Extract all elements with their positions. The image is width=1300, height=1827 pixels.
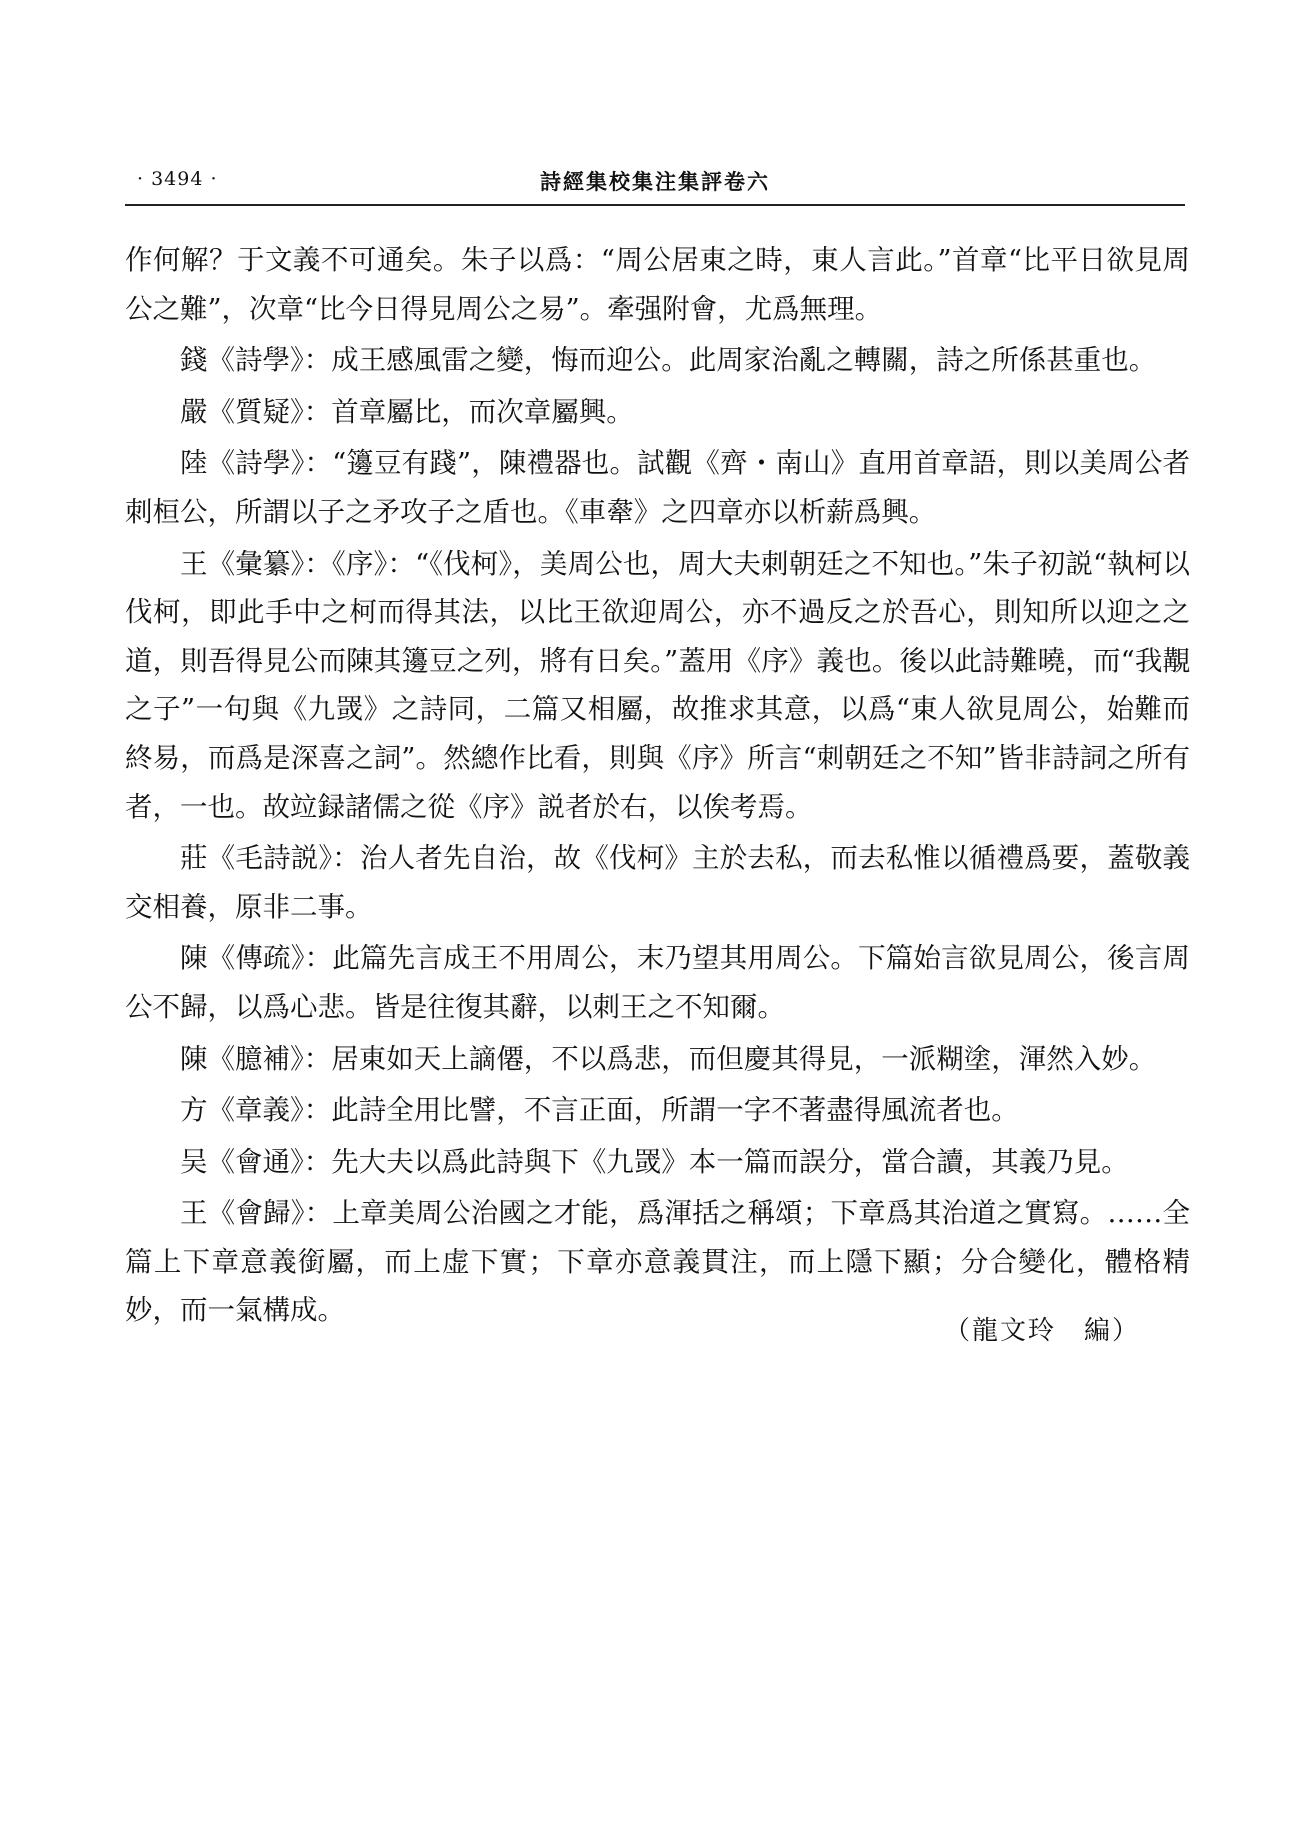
paragraph-wang-huizuan: 王《彙纂》：《序》：“《伐柯》，美周公也，周大夫刺朝廷之不知也。”朱子初説“執柯以伐柯，即此手中之柯而得其法，以比王欲迎周公，亦不過反之於吾心，則知所以迎之之道，則吾得見公而陳其籩豆之列，將有日矣。”蓋用《序》義也。後以此詩難曉，而“我覯之子”一句與《九罭》之詩同，二篇又相屬，故推求其意，以爲“東人欲見周公，始難而終易，而爲是深喜之詞”。然總作比看，則與《序》所言“刺朝廷之不知”皆非詩詞之所有者，一也。故竝録諸儒之從《序》説者於右，以俟考焉。: [125, 547, 1190, 823]
paragraph-chen-yibu: 陳《臆補》：居東如天上謫僊，不以爲悲，而但慶其得見，一派糊塗，渾然入妙。: [180, 1042, 1157, 1075]
paragraph-chen-chuanshu: 陳《傳疏》：此篇先言成王不用周公，末乃望其用周公。下篇始言欲見周公，後言周公不歸，以爲心悲。皆是往復其辭，以刺王之不知爾。: [125, 942, 1190, 1023]
editor-signature: （龍文玲 編）: [943, 1316, 1140, 1346]
paragraph-fang-zhangyi: 方《章義》：此詩全用比譬，不言正面，所謂一字不著盡得風流者也。: [180, 1094, 1019, 1127]
paragraph-zhuang-maoshishuo: 莊《毛詩説》：治人者先自治，故《伐柯》主於去私，而去私惟以循禮爲要，蓋敬義交相養，原非二事。: [125, 842, 1190, 923]
paragraph-continuation: 作何解？于文義不可通矣。朱子以爲：“周公居東之時，東人言此。”首章“比平日欲見周公之難”，次章“比今日得見周公之易”。牽强附會，尤爲無理。: [125, 244, 1190, 325]
body-text: [125, 236, 1190, 1338]
paragraph-qian-shixue: 錢《詩學》：成王感風雷之變，悔而迎公。此周家治亂之轉關，詩之所係甚重也。: [180, 344, 1157, 377]
paragraph-wang-huigui: 王《會歸》：上章美周公治國之才能，爲渾括之稱頌；下章爲其治道之實寫。……全篇上下章意義銜屬，而上虚下實；下章亦意義貫注，而上隱下顯；分合變化，體格精妙，而一氣構成。: [125, 1197, 1190, 1327]
header-rule: [125, 204, 1185, 206]
page-number: · 3494 ·: [137, 168, 218, 190]
paragraph-lu-shixue: 陸《詩學》：“籩豆有踐”，陳禮器也。試觀《齊・南山》直用首章語，則以美周公者刺桓公，所謂以子之矛攻子之盾也。《車舝》之四章亦以析薪爲興。: [125, 447, 1190, 528]
page-header: [125, 162, 1185, 202]
paragraph-yan-zhiyi: 嚴《質疑》：首章屬比，而次章屬興。: [180, 395, 634, 428]
paragraph-wu-huitong: 吴《會通》：先大夫以爲此詩與下《九罭》本一篇而誤分，當合讀，其義乃見。: [180, 1145, 1129, 1178]
running-title: 詩經集校集注集評卷六: [540, 169, 770, 194]
